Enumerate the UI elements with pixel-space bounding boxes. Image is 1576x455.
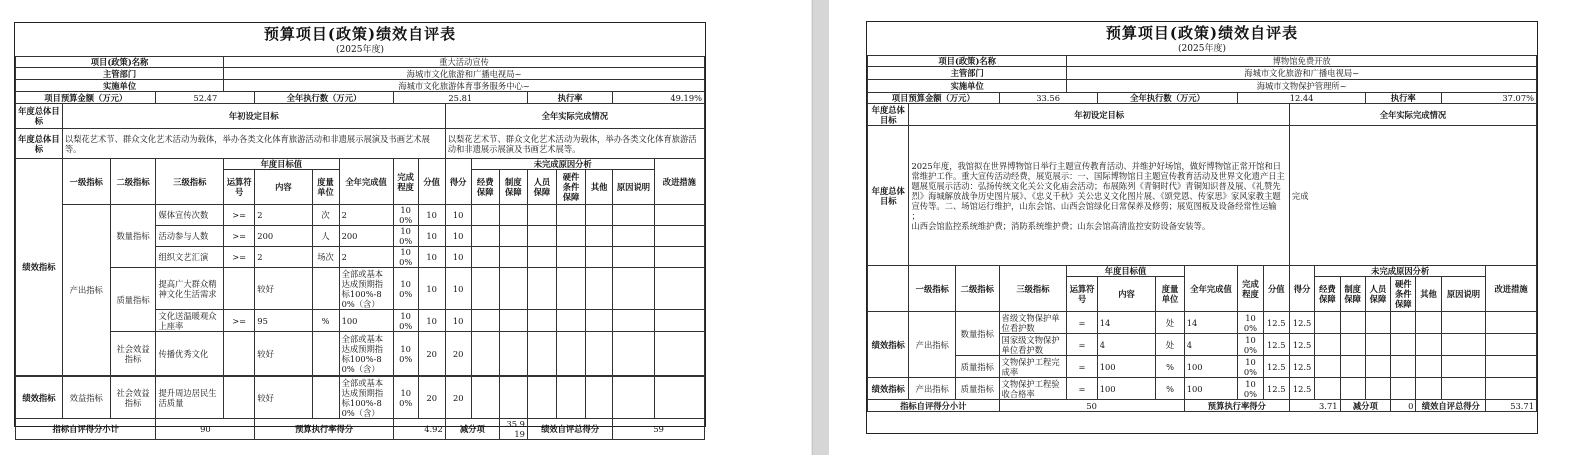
improve-cell bbox=[1486, 312, 1537, 334]
h-content: 内容 bbox=[255, 170, 312, 205]
reason-cell bbox=[527, 247, 556, 268]
improve-cell bbox=[654, 332, 704, 376]
degree-cell: 100% bbox=[393, 226, 418, 247]
got-cell: 10 bbox=[445, 310, 471, 332]
reason-cell bbox=[527, 226, 556, 247]
reason-cell bbox=[613, 268, 655, 310]
l1-benefit-2: 效益指标 bbox=[62, 377, 110, 419]
label-exec: 全年执行数（万元） bbox=[255, 92, 393, 104]
got-cell: 12.5 bbox=[1289, 378, 1314, 400]
evaluation-table-right bbox=[867, 55, 1537, 412]
h-l3: 三级指标 bbox=[999, 266, 1067, 312]
reason-cell bbox=[1340, 334, 1365, 356]
reason-cell bbox=[1315, 378, 1340, 400]
h-r2: 制度保障 bbox=[1340, 277, 1365, 312]
degree-cell: 100% bbox=[393, 377, 418, 419]
op-cell: >= bbox=[224, 247, 255, 268]
reason-cell bbox=[499, 377, 527, 419]
unit-cell: % bbox=[1156, 378, 1184, 400]
perf-indicator-label-2: 绩效指标 bbox=[868, 378, 909, 400]
op-cell bbox=[224, 332, 255, 376]
degree-cell: 100% bbox=[1238, 334, 1263, 356]
label-deduct: 减分项 bbox=[445, 419, 499, 440]
l3-cell: 组织文艺汇演 bbox=[156, 247, 224, 268]
unit-cell: 场次 bbox=[312, 247, 339, 268]
got-cell: 12.5 bbox=[1289, 312, 1314, 334]
label-unit: 实施单位 bbox=[16, 80, 224, 92]
reason-cell bbox=[1365, 378, 1390, 400]
h-full: 全年完成值 bbox=[1184, 266, 1238, 312]
label-annual-goal: 年度总体目标 bbox=[16, 104, 63, 129]
unit-cell bbox=[312, 332, 339, 376]
label-budget: 项目预算金额（万元） bbox=[868, 93, 1000, 104]
reason-cell bbox=[613, 226, 655, 247]
unit-cell: % bbox=[1156, 356, 1184, 378]
content-cell: 2 bbox=[255, 247, 312, 268]
h-unit: 度量单位 bbox=[1156, 277, 1184, 312]
l2-qty: 数量指标 bbox=[956, 312, 1000, 356]
got-cell: 10 bbox=[445, 247, 471, 268]
label-subtotal: 指标自评得分小计 bbox=[868, 400, 1000, 412]
h-op: 运算符号 bbox=[224, 170, 255, 205]
score-cell: 10 bbox=[418, 310, 445, 332]
label-initial-target: 年初设定目标 bbox=[62, 104, 445, 129]
budget-amount: 33.56 bbox=[999, 93, 1097, 104]
reason-cell bbox=[499, 332, 527, 376]
reason-cell bbox=[1441, 312, 1486, 334]
degree-cell: 100% bbox=[393, 247, 418, 268]
h-target: 年度目标值 bbox=[224, 159, 339, 170]
perf-indicator-label: 绩效指标 bbox=[16, 159, 63, 376]
reason-cell bbox=[586, 268, 613, 310]
reason-cell bbox=[557, 247, 586, 268]
deduct: 0 bbox=[1391, 400, 1416, 412]
label-dept: 主管部门 bbox=[16, 68, 224, 80]
reason-cell bbox=[586, 247, 613, 268]
label-actual-completion: 全年实际完成情况 bbox=[445, 104, 704, 129]
reason-cell bbox=[613, 205, 655, 226]
l2-qual-2: 质量指标 bbox=[956, 378, 1000, 400]
score-cell: 10 bbox=[418, 268, 445, 310]
reason-cell bbox=[1441, 378, 1486, 400]
budget-score: 3.71 bbox=[1289, 400, 1340, 412]
reason-cell bbox=[1391, 378, 1416, 400]
total-score: 53.71 bbox=[1486, 400, 1537, 412]
op-cell bbox=[224, 268, 255, 310]
reason-cell bbox=[586, 310, 613, 332]
label-project-name: 项目(政策)名称 bbox=[16, 57, 224, 68]
score-cell: 20 bbox=[418, 377, 445, 419]
unit-cell bbox=[312, 377, 339, 419]
content-cell: 14 bbox=[1097, 312, 1156, 334]
reason-cell bbox=[499, 205, 527, 226]
reason-cell bbox=[613, 247, 655, 268]
label-total: 绩效自评总得分 bbox=[1416, 400, 1486, 412]
label-budget-score: 预算执行率得分 bbox=[255, 419, 393, 440]
reason-cell bbox=[471, 310, 499, 332]
h-l2: 二级指标 bbox=[956, 266, 1000, 312]
h-degree: 完成程度 bbox=[393, 159, 418, 205]
full-cell: 全部或基本达成预期指标100%-80%（含） bbox=[339, 332, 393, 376]
reason-cell bbox=[613, 332, 655, 376]
reason-cell bbox=[1441, 334, 1486, 356]
improve-cell bbox=[654, 268, 704, 310]
h-degree: 完成程度 bbox=[1238, 266, 1263, 312]
reason-cell bbox=[527, 205, 556, 226]
h-target: 年度目标值 bbox=[1067, 266, 1184, 277]
reason-cell bbox=[499, 247, 527, 268]
h-score: 分值 bbox=[1263, 266, 1289, 312]
content-cell: 2 bbox=[255, 205, 312, 226]
project-name: 博物馆免费开放 bbox=[1067, 56, 1537, 67]
full-cell: 4 bbox=[1184, 334, 1238, 356]
goal-text: 2025年度，我馆拟在世界博物馆日举行主题宣传教育活动、并维护好场馆，做好博物馆正常开馆和日常维护工作。重大宣传活动经费，展览展示：一、国际博物馆日主题宣传教育活动及世界文化遗产日主题展览展示活动：弘扬传统文化关公文化庙会活动；布展陈列《青铜时代》青铜知识普及展、《礼赞先烈》海城解放战争历史图片展》、《忠义千秋》关公忠义文化图片展、《颂党恩、传家思》家风家教主题宣传等。二、场馆运行维护，山东会馆、山西会馆绿化日常保养及修剪；展览图板及设备经常性运输 ； 山西会馆监控系统维护费；消防系统维护费；山东会馆高清监控安防设备安装等。 bbox=[909, 126, 1289, 266]
improve-cell bbox=[654, 310, 704, 332]
form-title: 预算项目(政策)绩效自评表 bbox=[1105, 24, 1299, 42]
unit: 海城市文化旅游体育事务服务中心~ bbox=[224, 80, 705, 92]
got-cell: 20 bbox=[445, 332, 471, 376]
h-got: 得分 bbox=[445, 159, 471, 205]
full-cell: 100 bbox=[1184, 378, 1238, 400]
reason-cell bbox=[471, 205, 499, 226]
h-improve: 改进措施 bbox=[1486, 266, 1537, 312]
score-cell: 12.5 bbox=[1263, 356, 1289, 378]
reason-cell bbox=[471, 226, 499, 247]
reason-cell bbox=[527, 268, 556, 310]
full-cell: 100 bbox=[339, 310, 393, 332]
score-cell: 20 bbox=[418, 332, 445, 376]
content-cell: 95 bbox=[255, 310, 312, 332]
reason-cell bbox=[471, 377, 499, 419]
reason-cell bbox=[1416, 312, 1441, 334]
score-cell: 10 bbox=[418, 205, 445, 226]
reason-cell bbox=[1416, 356, 1441, 378]
l3-cell: 文物保护工程完成率 bbox=[999, 356, 1067, 378]
reason-cell bbox=[499, 268, 527, 310]
content-cell: 100 bbox=[1097, 356, 1156, 378]
exec-amount: 12.44 bbox=[1238, 93, 1365, 104]
l2-social-2: 社会效益指标 bbox=[110, 377, 156, 419]
full-cell: 14 bbox=[1184, 312, 1238, 334]
l3-cell: 国家级文物保护单位看护数 bbox=[999, 334, 1067, 356]
reason-cell bbox=[557, 205, 586, 226]
reason-cell bbox=[527, 332, 556, 376]
reason-cell bbox=[1315, 312, 1340, 334]
reason-cell bbox=[1340, 378, 1365, 400]
content-cell: 较好 bbox=[255, 377, 312, 419]
reason-cell bbox=[1365, 356, 1390, 378]
content-cell: 200 bbox=[255, 226, 312, 247]
l3-cell: 传播优秀文化 bbox=[156, 332, 224, 376]
degree-cell: 100% bbox=[1238, 356, 1263, 378]
unit-cell: 人 bbox=[312, 226, 339, 247]
label-annual-goal-2: 年度总体目标 bbox=[868, 126, 909, 266]
h-reasons: 未完成原因分析 bbox=[471, 159, 654, 170]
degree-cell: 100% bbox=[393, 205, 418, 226]
h-r1: 经费保障 bbox=[1315, 277, 1340, 312]
label-annual-goal-2: 年度总体目标 bbox=[16, 129, 63, 159]
reason-cell bbox=[1315, 334, 1340, 356]
label-unit: 实施单位 bbox=[868, 80, 1067, 93]
l2-qty: 数量指标 bbox=[110, 205, 156, 268]
h-improve: 改进措施 bbox=[654, 159, 704, 205]
h-r3: 人员保障 bbox=[527, 170, 556, 205]
l1-output: 产出指标 bbox=[62, 205, 110, 376]
budget-amount: 52.47 bbox=[156, 92, 255, 104]
full-cell: 200 bbox=[339, 226, 393, 247]
h-r4: 硬件条件保障 bbox=[557, 170, 586, 205]
h-op: 运算符号 bbox=[1067, 277, 1097, 312]
op-cell bbox=[224, 377, 255, 419]
label-budget: 项目预算金额（万元） bbox=[16, 92, 156, 104]
l3-cell: 文物保护工程验收合格率 bbox=[999, 378, 1067, 400]
label-total: 绩效自评总得分 bbox=[527, 419, 612, 440]
full-cell: 2 bbox=[339, 247, 393, 268]
h-r5: 其他 bbox=[1416, 277, 1441, 312]
h-l1: 一级指标 bbox=[62, 159, 110, 205]
reason-cell bbox=[613, 310, 655, 332]
content-cell: 100 bbox=[1097, 378, 1156, 400]
evaluation-form-left bbox=[14, 22, 706, 439]
h-full: 全年完成值 bbox=[339, 159, 393, 205]
l3-cell: 活动参与人数 bbox=[156, 226, 224, 247]
dept: 海城市文化旅游和广播电视局~ bbox=[224, 68, 705, 80]
evaluation-form-right bbox=[866, 21, 1538, 434]
full-cell: 2 bbox=[339, 205, 393, 226]
reason-cell bbox=[1391, 334, 1416, 356]
score-cell: 12.5 bbox=[1263, 334, 1289, 356]
content-cell: 4 bbox=[1097, 334, 1156, 356]
budget-score: 4.92 bbox=[393, 419, 445, 440]
reason-cell bbox=[1365, 312, 1390, 334]
l2-qual: 质量指标 bbox=[956, 356, 1000, 378]
reason-cell bbox=[527, 310, 556, 332]
l3-cell: 媒体宣传次数 bbox=[156, 205, 224, 226]
l1-output: 产出指标 bbox=[909, 312, 956, 378]
unit-cell: % bbox=[312, 310, 339, 332]
reason-cell bbox=[586, 377, 613, 419]
h-l1: 一级指标 bbox=[909, 266, 956, 312]
op-cell: = bbox=[1067, 312, 1097, 334]
degree-cell: 100% bbox=[1238, 378, 1263, 400]
goal-text: 以梨花艺术节、群众文化艺术活动为载体，举办各类文化体育旅游活动和非遗展示展演及书画艺术展等。 bbox=[62, 129, 445, 159]
op-cell: >= bbox=[224, 226, 255, 247]
op-cell: = bbox=[1067, 334, 1097, 356]
score-cell: 12.5 bbox=[1263, 312, 1289, 334]
form-year: (2025年度) bbox=[1178, 44, 1226, 54]
exec-amount: 25.81 bbox=[393, 92, 527, 104]
score-cell: 10 bbox=[418, 247, 445, 268]
document-page-right bbox=[829, 0, 1576, 455]
l2-social: 社会效益指标 bbox=[110, 332, 156, 376]
full-cell: 100 bbox=[1184, 356, 1238, 378]
label-subtotal: 指标自评得分小计 bbox=[16, 419, 156, 440]
evaluation-table-left bbox=[15, 56, 705, 376]
degree-cell: 100% bbox=[393, 310, 418, 332]
evaluation-table-left-benefit bbox=[15, 376, 705, 440]
improve-cell bbox=[654, 377, 704, 419]
reason-cell bbox=[557, 268, 586, 310]
label-exec: 全年执行数（万元） bbox=[1097, 93, 1238, 104]
full-cell: 全部或基本达成预期指标100%-80%（含） bbox=[339, 377, 393, 419]
page-gutter bbox=[812, 0, 830, 455]
h-r2: 制度保障 bbox=[499, 170, 527, 205]
improve-cell bbox=[654, 205, 704, 226]
got-cell: 12.5 bbox=[1289, 356, 1314, 378]
reason-cell bbox=[1365, 334, 1390, 356]
content-cell: 较好 bbox=[255, 332, 312, 376]
improve-cell bbox=[1486, 334, 1537, 356]
got-cell: 10 bbox=[445, 268, 471, 310]
reason-cell bbox=[586, 226, 613, 247]
improve-cell bbox=[654, 247, 704, 268]
reason-cell bbox=[471, 268, 499, 310]
l2-qual: 质量指标 bbox=[110, 268, 156, 332]
got-cell: 10 bbox=[445, 205, 471, 226]
blank-cell bbox=[868, 266, 909, 312]
label-actual-completion: 全年实际完成情况 bbox=[1289, 104, 1536, 126]
l3-cell: 提高广大群众精神文化生活需求 bbox=[156, 268, 224, 310]
deduct: 35.919 bbox=[499, 419, 527, 440]
reason-cell bbox=[557, 377, 586, 419]
reason-cell bbox=[1315, 356, 1340, 378]
reason-cell bbox=[1391, 312, 1416, 334]
label-budget-score: 预算执行率得分 bbox=[1184, 400, 1289, 412]
subtotal: 90 bbox=[156, 419, 255, 440]
reason-cell bbox=[471, 247, 499, 268]
reason-cell bbox=[557, 332, 586, 376]
h-r1: 经费保障 bbox=[471, 170, 499, 205]
perf-indicator-label: 绩效指标 bbox=[868, 312, 909, 378]
op-cell: >= bbox=[224, 205, 255, 226]
h-score: 分值 bbox=[418, 159, 445, 205]
reason-cell bbox=[586, 205, 613, 226]
label-rate: 执行率 bbox=[527, 92, 612, 104]
score-cell: 10 bbox=[418, 226, 445, 247]
full-cell: 全部或基本达成预期指标100%-80%（含） bbox=[339, 268, 393, 310]
reason-cell bbox=[586, 332, 613, 376]
reason-cell bbox=[499, 226, 527, 247]
reason-cell bbox=[557, 226, 586, 247]
reason-cell bbox=[1340, 312, 1365, 334]
label-annual-goal: 年度总体目标 bbox=[868, 104, 909, 126]
h-l2: 二级指标 bbox=[110, 159, 156, 205]
h-content: 内容 bbox=[1097, 277, 1156, 312]
h-unit: 度量单位 bbox=[312, 170, 339, 205]
l3-cell: 省级文物保护单位看护数 bbox=[999, 312, 1067, 334]
op-cell: = bbox=[1067, 356, 1097, 378]
perf-indicator-label-2: 绩效指标 bbox=[16, 377, 63, 419]
h-reasons: 未完成原因分析 bbox=[1315, 266, 1486, 277]
h-r4: 硬件条件保障 bbox=[1391, 277, 1416, 312]
actual-text: 完成 bbox=[1289, 126, 1536, 266]
h-r5: 其他 bbox=[586, 170, 613, 205]
op-cell: >= bbox=[224, 310, 255, 332]
dept: 海城市文化旅游和广播电视局~ bbox=[1067, 67, 1537, 80]
l3-cell: 文化送温暖观众上座率 bbox=[156, 310, 224, 332]
reason-cell bbox=[1391, 356, 1416, 378]
subtotal: 50 bbox=[999, 400, 1184, 412]
exec-rate: 37.07% bbox=[1441, 93, 1536, 104]
h-r6: 原因说明 bbox=[1441, 277, 1486, 312]
label-project-name: 项目(政策)名称 bbox=[868, 56, 1067, 67]
form-year: (2025年度) bbox=[336, 45, 384, 55]
h-l3: 三级指标 bbox=[156, 159, 224, 205]
reason-cell bbox=[613, 377, 655, 419]
label-deduct: 减分项 bbox=[1340, 400, 1391, 412]
h-r3: 人员保障 bbox=[1365, 277, 1390, 312]
got-cell: 20 bbox=[445, 377, 471, 419]
h-r6: 原因说明 bbox=[613, 170, 655, 205]
reason-cell bbox=[471, 332, 499, 376]
unit-cell: 处 bbox=[1156, 312, 1184, 334]
project-name: 重大活动宣传 bbox=[224, 57, 705, 68]
reason-cell bbox=[499, 310, 527, 332]
exec-rate: 49.19% bbox=[613, 92, 705, 104]
reason-cell bbox=[1416, 334, 1441, 356]
label-rate: 执行率 bbox=[1365, 93, 1441, 104]
l1-output-2: 产出指标 bbox=[909, 378, 956, 400]
reason-cell bbox=[1441, 356, 1486, 378]
label-initial-target: 年初设定目标 bbox=[909, 104, 1289, 126]
improve-cell bbox=[654, 226, 704, 247]
got-cell: 12.5 bbox=[1289, 334, 1314, 356]
got-cell: 10 bbox=[445, 226, 471, 247]
improve-cell bbox=[1486, 356, 1537, 378]
reason-cell bbox=[557, 310, 586, 332]
op-cell: = bbox=[1067, 378, 1097, 400]
degree-cell: 100% bbox=[393, 268, 418, 310]
reason-cell bbox=[1340, 356, 1365, 378]
label-dept: 主管部门 bbox=[868, 67, 1067, 80]
h-got: 得分 bbox=[1289, 266, 1314, 312]
score-cell: 12.5 bbox=[1263, 378, 1289, 400]
unit-cell: 处 bbox=[1156, 334, 1184, 356]
unit: 海城市文物保护管理所~ bbox=[1067, 80, 1537, 93]
actual-text: 以梨花艺术节、群众文化艺术活动为载体，举办各类文化体育旅游活动和非遗展示展演及书画艺术展等。 bbox=[445, 129, 704, 159]
degree-cell: 100% bbox=[1238, 312, 1263, 334]
reason-cell bbox=[527, 377, 556, 419]
unit-cell: 次 bbox=[312, 205, 339, 226]
degree-cell: 100% bbox=[393, 332, 418, 376]
unit-cell bbox=[312, 268, 339, 310]
total-score: 59 bbox=[613, 419, 705, 440]
content-cell: 较好 bbox=[255, 268, 312, 310]
l3-cell: 提升周边居民生活质量 bbox=[156, 377, 224, 419]
reason-cell bbox=[1416, 378, 1441, 400]
form-title: 预算项目(政策)绩效自评表 bbox=[263, 25, 457, 43]
improve-cell bbox=[1486, 378, 1537, 400]
